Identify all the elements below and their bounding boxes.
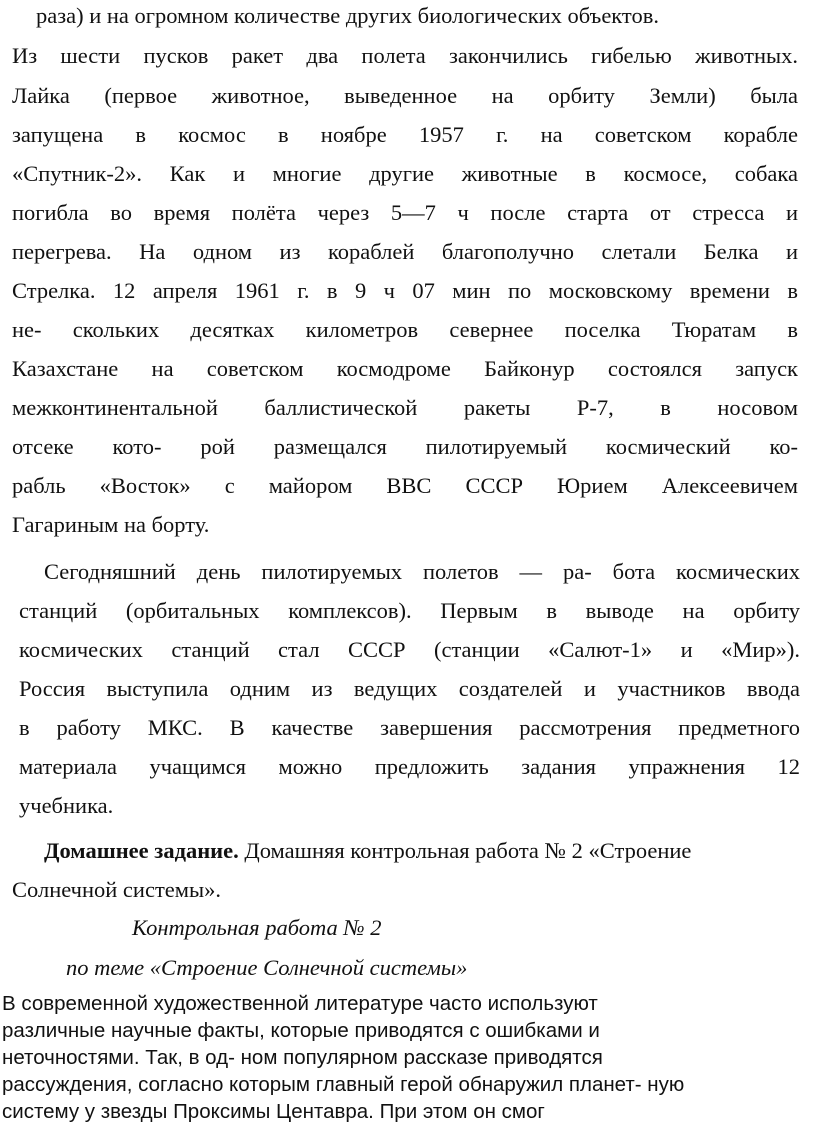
homework-line-2: Солнечной системы». bbox=[12, 877, 221, 902]
text-line: неточностями. Так, в од- ном популярном рассказе приводятся bbox=[2, 1046, 603, 1069]
text-line: Гагариным на борту. bbox=[12, 512, 210, 537]
text-line: погибла во время полёта через 5—7 ч после старта от стресса и bbox=[12, 200, 798, 225]
text-line: Из шести пусков ракет два полета закончились гибелью животных. bbox=[12, 43, 798, 68]
text-line: рассуждения, согласно которым главный герой обнаружил планет- ную bbox=[2, 1073, 685, 1096]
text-line: В современной художественной литературе часто используют bbox=[2, 992, 598, 1015]
text-line: запущена в космос в ноябре 1957 г. на советском корабле bbox=[12, 122, 798, 147]
text-line: отсеке кото- рой размещался пилотируемый космический ко- bbox=[12, 434, 798, 459]
text-line: межконтинентальной баллистической ракеты Р-7, в носовом bbox=[12, 395, 798, 420]
text-line: Россия выступила одним из ведущих создателей и участников ввода bbox=[19, 676, 800, 701]
text-line: материала учащимся можно предложить задания упражнения 12 bbox=[19, 754, 800, 779]
text-line: рабль «Восток» с майором ВВС СССР Юрием Алексеевичем bbox=[12, 473, 798, 498]
text-line: Казахстане на советском космодроме Байконур состоялся запуск bbox=[12, 356, 798, 381]
text-line: различные научные факты, которые приводятся с ошибками и bbox=[2, 1019, 600, 1042]
text-line: не- скольких десятках километров севернее поселка Тюратам в bbox=[12, 317, 798, 342]
text-line: станций (орбитальных комплексов). Первым в выводе на орбиту bbox=[19, 598, 800, 623]
text-line: Стрелка. 12 апреля 1961 г. в 9 ч 07 мин по московскому времени в bbox=[12, 278, 798, 303]
text-line: учебника. bbox=[19, 793, 114, 818]
text-line: Сегодняшний день пилотируемых полетов — ра- бота космических bbox=[44, 559, 800, 584]
text-line: Лайка (первое животное, выведенное на орбиту Земли) была bbox=[12, 83, 798, 108]
text-line: систему у звезды Проксимы Центавра. При этом он смог bbox=[2, 1100, 545, 1123]
test-title: Контрольная работа № 2 bbox=[132, 915, 382, 940]
homework-line bbox=[44, 836, 800, 866]
text-line: раза) и на огромном количестве других биологических объектов. bbox=[36, 3, 659, 28]
text-line: в работу МКС. В качестве завершения рассмотрения предметного bbox=[19, 715, 800, 740]
homework-label: Домашнее задание. bbox=[44, 838, 239, 863]
text-line: перегрева. На одном из кораблей благополучно слетали Белка и bbox=[12, 239, 798, 264]
text-line: космических станций стал СССР (станции «Салют-1» и «Мир»). bbox=[19, 637, 800, 662]
homework-text: Домашняя контрольная работа № 2 «Строение bbox=[238, 838, 692, 863]
test-subtitle: по теме «Строение Солнечной системы» bbox=[66, 955, 468, 980]
text-line: «Спутник-2». Как и многие другие животные в космосе, собака bbox=[12, 161, 798, 186]
